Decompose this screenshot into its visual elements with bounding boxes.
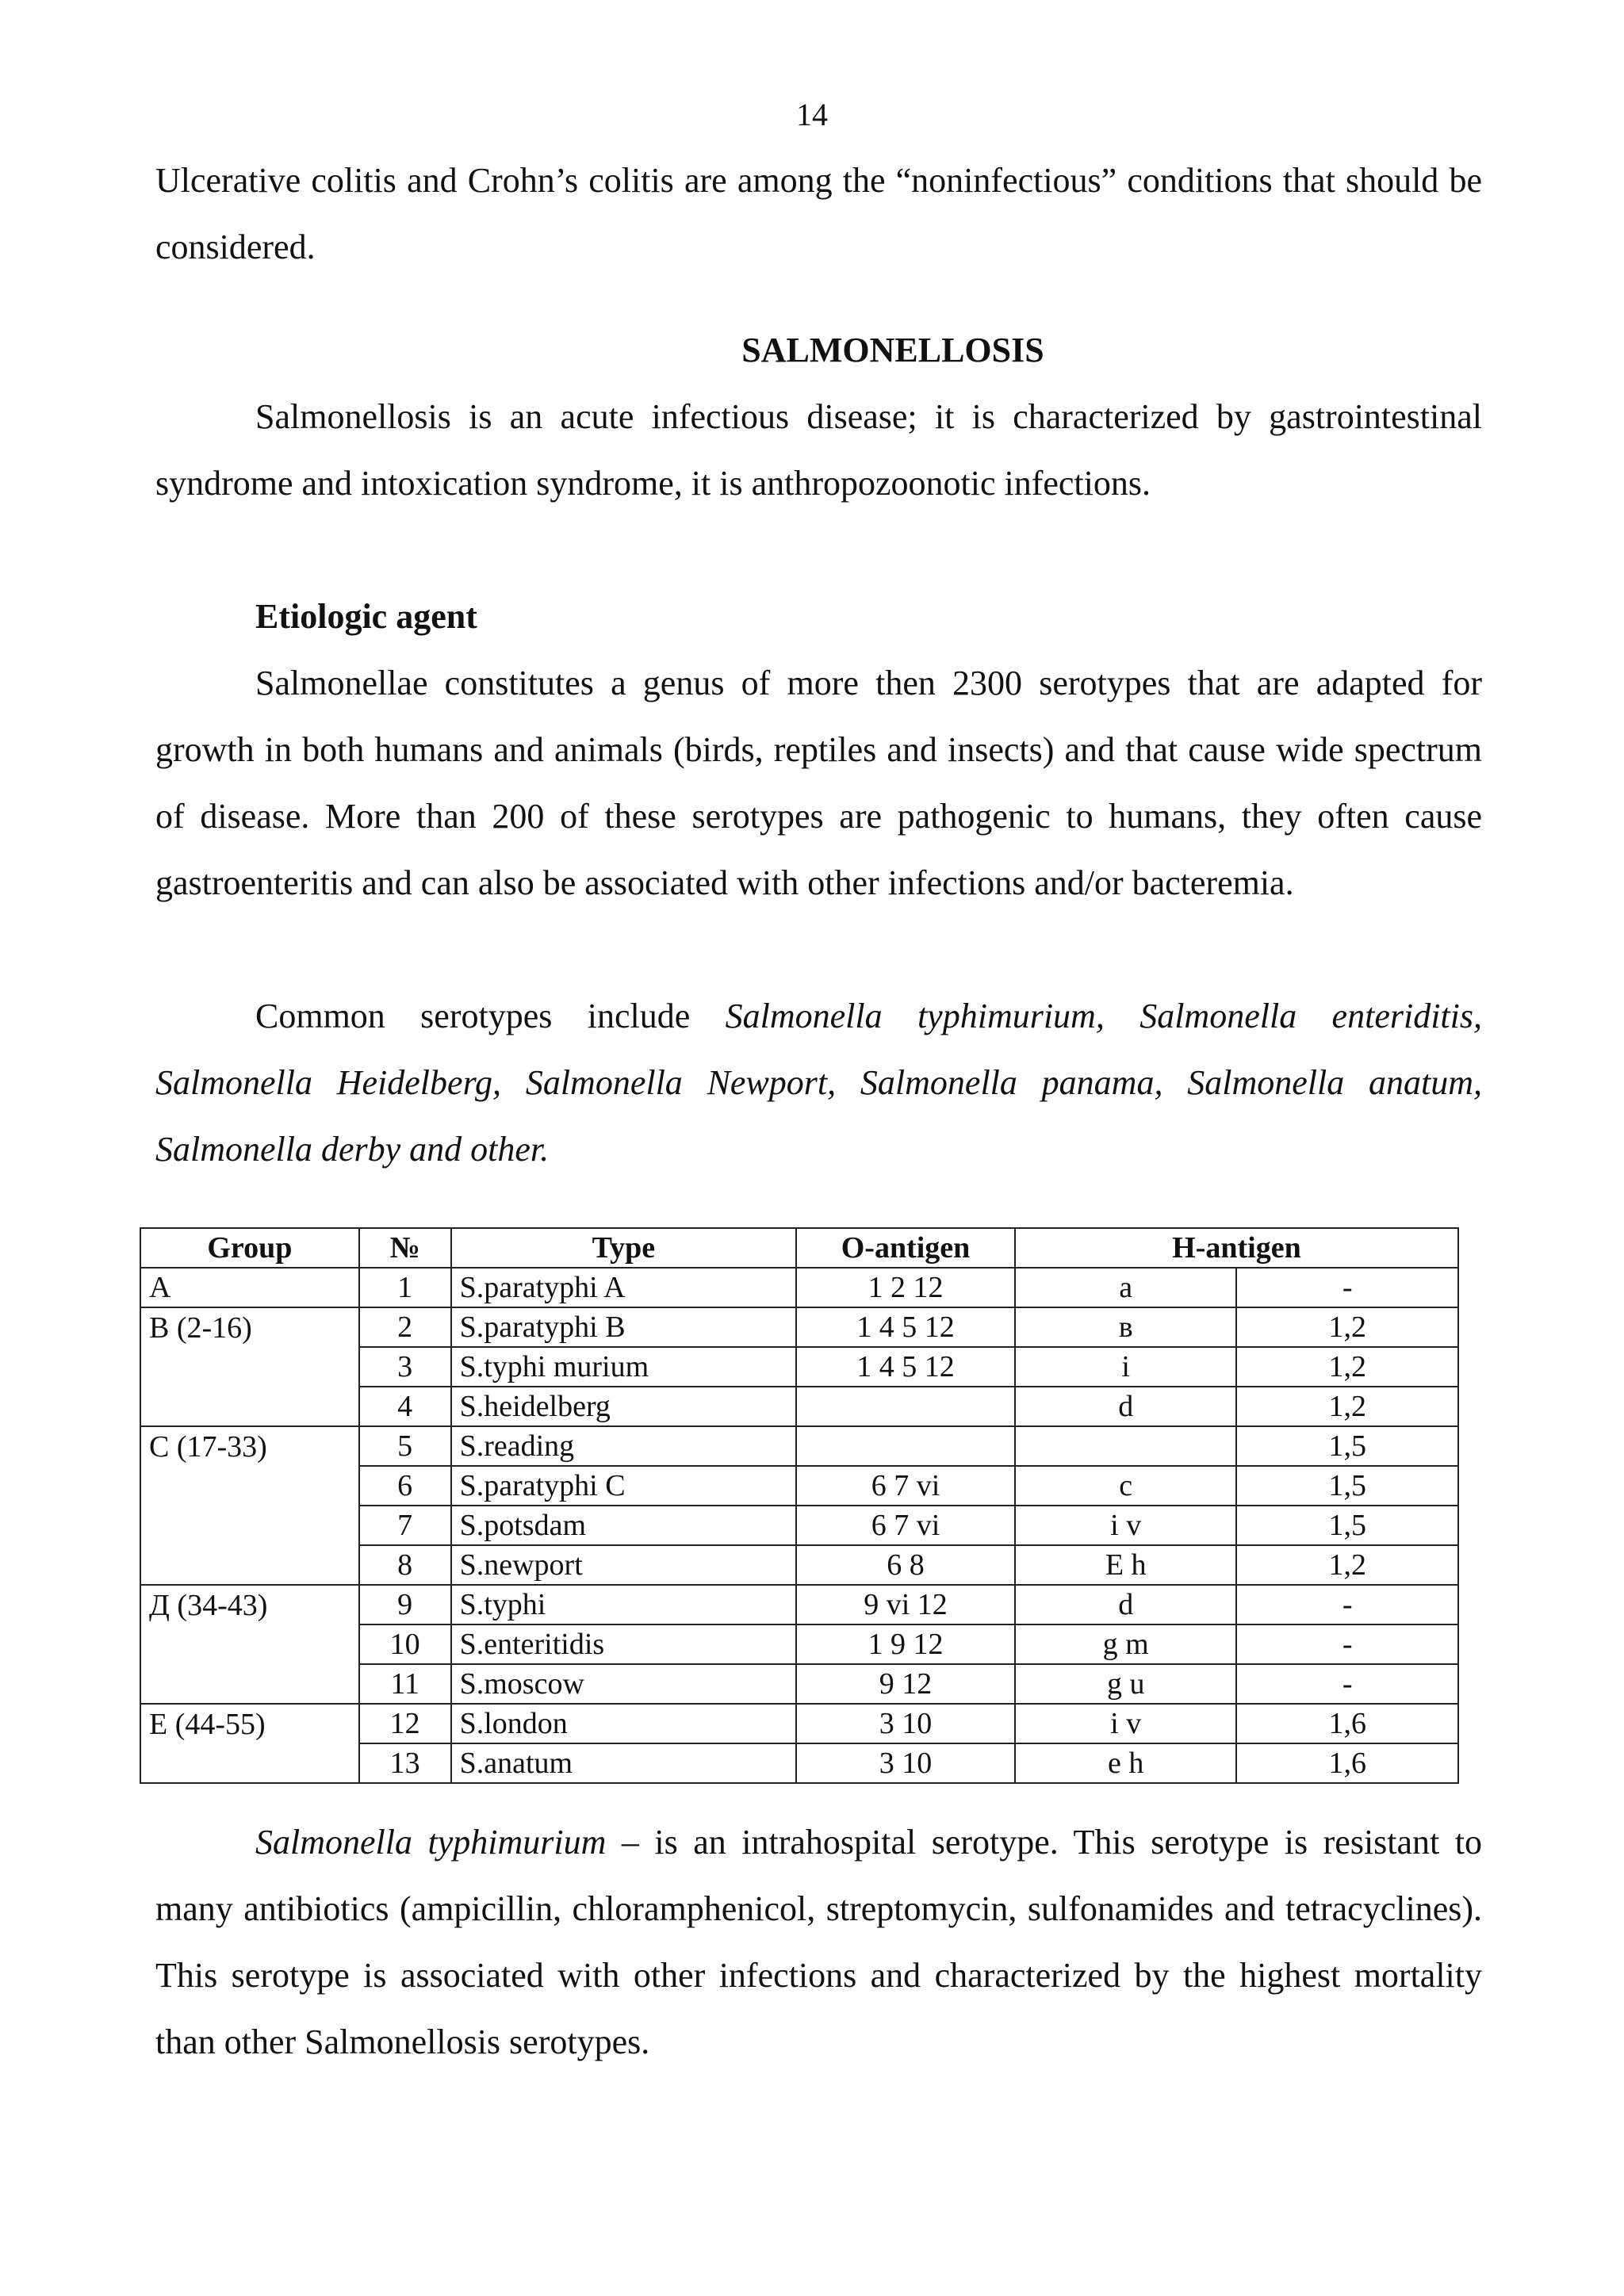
cell-number: 1 bbox=[359, 1268, 451, 1307]
cell-h-antigen-phase2: 1,5 bbox=[1236, 1506, 1458, 1545]
table-row bbox=[140, 1585, 1458, 1624]
table-row bbox=[140, 1624, 1458, 1664]
cell-group bbox=[140, 1743, 359, 1783]
cell-number: 9 bbox=[359, 1585, 451, 1624]
cell-number: 4 bbox=[359, 1387, 451, 1426]
table-row bbox=[140, 1387, 1458, 1426]
intro-text: Ulcerative colitis and Crohn’s colitis are among the “noninfectious” conditions that should be considered. bbox=[155, 161, 1482, 266]
intro-paragraph bbox=[155, 147, 1482, 281]
cell-o-antigen: 1 4 5 12 bbox=[796, 1307, 1015, 1347]
etiologic-paragraph bbox=[155, 650, 1482, 916]
table-row bbox=[140, 1307, 1458, 1347]
cell-number: 8 bbox=[359, 1545, 451, 1585]
cell-h-antigen-phase1: в bbox=[1015, 1307, 1237, 1347]
cell-o-antigen: 6 7 vi bbox=[796, 1506, 1015, 1545]
table-row bbox=[140, 1268, 1458, 1307]
cell-h-antigen-phase2: 1,6 bbox=[1236, 1743, 1458, 1783]
cell-o-antigen: 3 10 bbox=[796, 1704, 1015, 1743]
cell-o-antigen: 1 2 12 bbox=[796, 1268, 1015, 1307]
cell-type: S.newport bbox=[451, 1545, 797, 1585]
cell-type: S.reading bbox=[451, 1426, 797, 1466]
section-title: SALMONELLOSIS bbox=[741, 331, 1044, 369]
cell-h-antigen-phase1: a bbox=[1015, 1268, 1237, 1307]
cell-o-antigen: 3 10 bbox=[796, 1743, 1015, 1783]
table-row bbox=[140, 1466, 1458, 1506]
cell-group bbox=[140, 1466, 359, 1506]
cell-o-antigen: 9 12 bbox=[796, 1664, 1015, 1704]
cell-group bbox=[140, 1545, 359, 1585]
cell-number: 2 bbox=[359, 1307, 451, 1347]
cell-type: S.london bbox=[451, 1704, 797, 1743]
table-row bbox=[140, 1545, 1458, 1585]
cell-number: 7 bbox=[359, 1506, 451, 1545]
cell-h-antigen-phase2: 1,5 bbox=[1236, 1466, 1458, 1506]
cell-number: 5 bbox=[359, 1426, 451, 1466]
definition-text: Salmonellosis is an acute infectious disease; it is characterized by gastrointestinal syndrome and intoxication syndrome, it is anthropozoonotic infections. bbox=[155, 397, 1482, 503]
table-row bbox=[140, 1664, 1458, 1704]
cell-o-antigen bbox=[796, 1426, 1015, 1466]
cell-group: Д (34-43) bbox=[140, 1585, 359, 1624]
header-number: № bbox=[359, 1228, 451, 1268]
cell-o-antigen: 1 4 5 12 bbox=[796, 1347, 1015, 1387]
cell-number: 3 bbox=[359, 1347, 451, 1387]
common-serotypes-text bbox=[155, 983, 1482, 1183]
cell-h-antigen-phase1: E h bbox=[1015, 1545, 1237, 1585]
cell-h-antigen-phase2: - bbox=[1236, 1624, 1458, 1664]
cell-number: 13 bbox=[359, 1743, 451, 1783]
cell-o-antigen: 1 9 12 bbox=[796, 1624, 1015, 1664]
cell-group: B (2-16) bbox=[140, 1307, 359, 1347]
cell-number: 10 bbox=[359, 1624, 451, 1664]
cell-h-antigen-phase1: i v bbox=[1015, 1704, 1237, 1743]
header-type: Type bbox=[451, 1228, 797, 1268]
cell-h-antigen-phase2: - bbox=[1236, 1585, 1458, 1624]
cell-group bbox=[140, 1387, 359, 1426]
typhimurium-paragraph bbox=[155, 1809, 1482, 2076]
cell-type: S.typhi murium bbox=[451, 1347, 797, 1387]
common-serotypes-lead: Common serotypes include bbox=[255, 997, 726, 1035]
cell-h-antigen-phase1: c bbox=[1015, 1466, 1237, 1506]
cell-group bbox=[140, 1506, 359, 1545]
cell-group: A bbox=[140, 1268, 359, 1307]
definition-paragraph bbox=[155, 384, 1482, 517]
cell-o-antigen bbox=[796, 1387, 1015, 1426]
cell-h-antigen-phase1: g u bbox=[1015, 1664, 1237, 1704]
table-row bbox=[140, 1506, 1458, 1545]
cell-type: S.heidelberg bbox=[451, 1387, 797, 1426]
table-row bbox=[140, 1426, 1458, 1466]
cell-h-antigen-phase2: - bbox=[1236, 1664, 1458, 1704]
cell-h-antigen-phase1: d bbox=[1015, 1387, 1237, 1426]
cell-type: S.typhi bbox=[451, 1585, 797, 1624]
page-number: 14 bbox=[796, 97, 828, 132]
etiologic-heading: Etiologic agent bbox=[255, 597, 477, 636]
cell-h-antigen-phase2: 1,2 bbox=[1236, 1347, 1458, 1387]
serotype-table bbox=[140, 1227, 1459, 1784]
table-header-row bbox=[140, 1228, 1458, 1268]
cell-type: S.moscow bbox=[451, 1664, 797, 1704]
cell-h-antigen-phase1: e h bbox=[1015, 1743, 1237, 1783]
cell-h-antigen-phase2: 1,2 bbox=[1236, 1307, 1458, 1347]
cell-type: S.paratyphi C bbox=[451, 1466, 797, 1506]
cell-h-antigen-phase2: 1,2 bbox=[1236, 1387, 1458, 1426]
typhimurium-description: – is an intrahospital serotype. This serotype is resistant to many antibiotics (ampicillin, chloramphenicol, streptomycin, sulfonamides and tetracyclines). This serotype is associated with other infections and characterized by the highest mortality than other Salmonellosis serotypes. bbox=[155, 1823, 1483, 2061]
cell-type: S.potsdam bbox=[451, 1506, 797, 1545]
typhimurium-name: Salmonella typhimurium bbox=[255, 1823, 607, 1862]
cell-group bbox=[140, 1664, 359, 1704]
cell-number: 12 bbox=[359, 1704, 451, 1743]
cell-type: S.paratyphi A bbox=[451, 1268, 797, 1307]
cell-group: C (17-33) bbox=[140, 1426, 359, 1466]
etiologic-text: Salmonellae constitutes a genus of more then 2300 serotypes that are adapted for growth in both humans and animals (birds, reptiles and insects) and that cause wide spectrum of disease. More than 200 of these serotypes are pathogenic to humans, they often cause gastroenteritis and can also be associated with other infections and/or bacteremia. bbox=[155, 664, 1482, 902]
cell-group bbox=[140, 1347, 359, 1387]
cell-h-antigen-phase1 bbox=[1015, 1426, 1237, 1466]
common-serotypes-list: Salmonella typhimurium, Salmonella enteriditis, Salmonella Heidelberg, Salmonella Newport, Salmonella panama, Salmonella anatum, Salmonella derby and other. bbox=[155, 997, 1482, 1169]
cell-h-antigen-phase2: - bbox=[1236, 1268, 1458, 1307]
cell-type: S.enteritidis bbox=[451, 1624, 797, 1664]
table-row bbox=[140, 1743, 1458, 1783]
table-row bbox=[140, 1347, 1458, 1387]
header-h-antigen: H-antigen bbox=[1015, 1228, 1458, 1268]
cell-h-antigen-phase1: i bbox=[1015, 1347, 1237, 1387]
cell-h-antigen-phase1: d bbox=[1015, 1585, 1237, 1624]
cell-h-antigen-phase2: 1,6 bbox=[1236, 1704, 1458, 1743]
cell-group bbox=[140, 1624, 359, 1664]
cell-h-antigen-phase1: i v bbox=[1015, 1506, 1237, 1545]
cell-o-antigen: 9 vi 12 bbox=[796, 1585, 1015, 1624]
typhimurium-text bbox=[155, 1809, 1482, 2076]
cell-h-antigen-phase2: 1,2 bbox=[1236, 1545, 1458, 1585]
cell-number: 6 bbox=[359, 1466, 451, 1506]
cell-o-antigen: 6 7 vi bbox=[796, 1466, 1015, 1506]
cell-o-antigen: 6 8 bbox=[796, 1545, 1015, 1585]
cell-type: S.paratyphi B bbox=[451, 1307, 797, 1347]
cell-type: S.anatum bbox=[451, 1743, 797, 1783]
cell-number: 11 bbox=[359, 1664, 451, 1704]
header-o-antigen: O-antigen bbox=[796, 1228, 1015, 1268]
table-row bbox=[140, 1704, 1458, 1743]
common-serotypes-paragraph bbox=[155, 983, 1482, 1183]
cell-group: E (44-55) bbox=[140, 1704, 359, 1743]
header-group: Group bbox=[140, 1228, 359, 1268]
cell-h-antigen-phase1: g m bbox=[1015, 1624, 1237, 1664]
cell-h-antigen-phase2: 1,5 bbox=[1236, 1426, 1458, 1466]
